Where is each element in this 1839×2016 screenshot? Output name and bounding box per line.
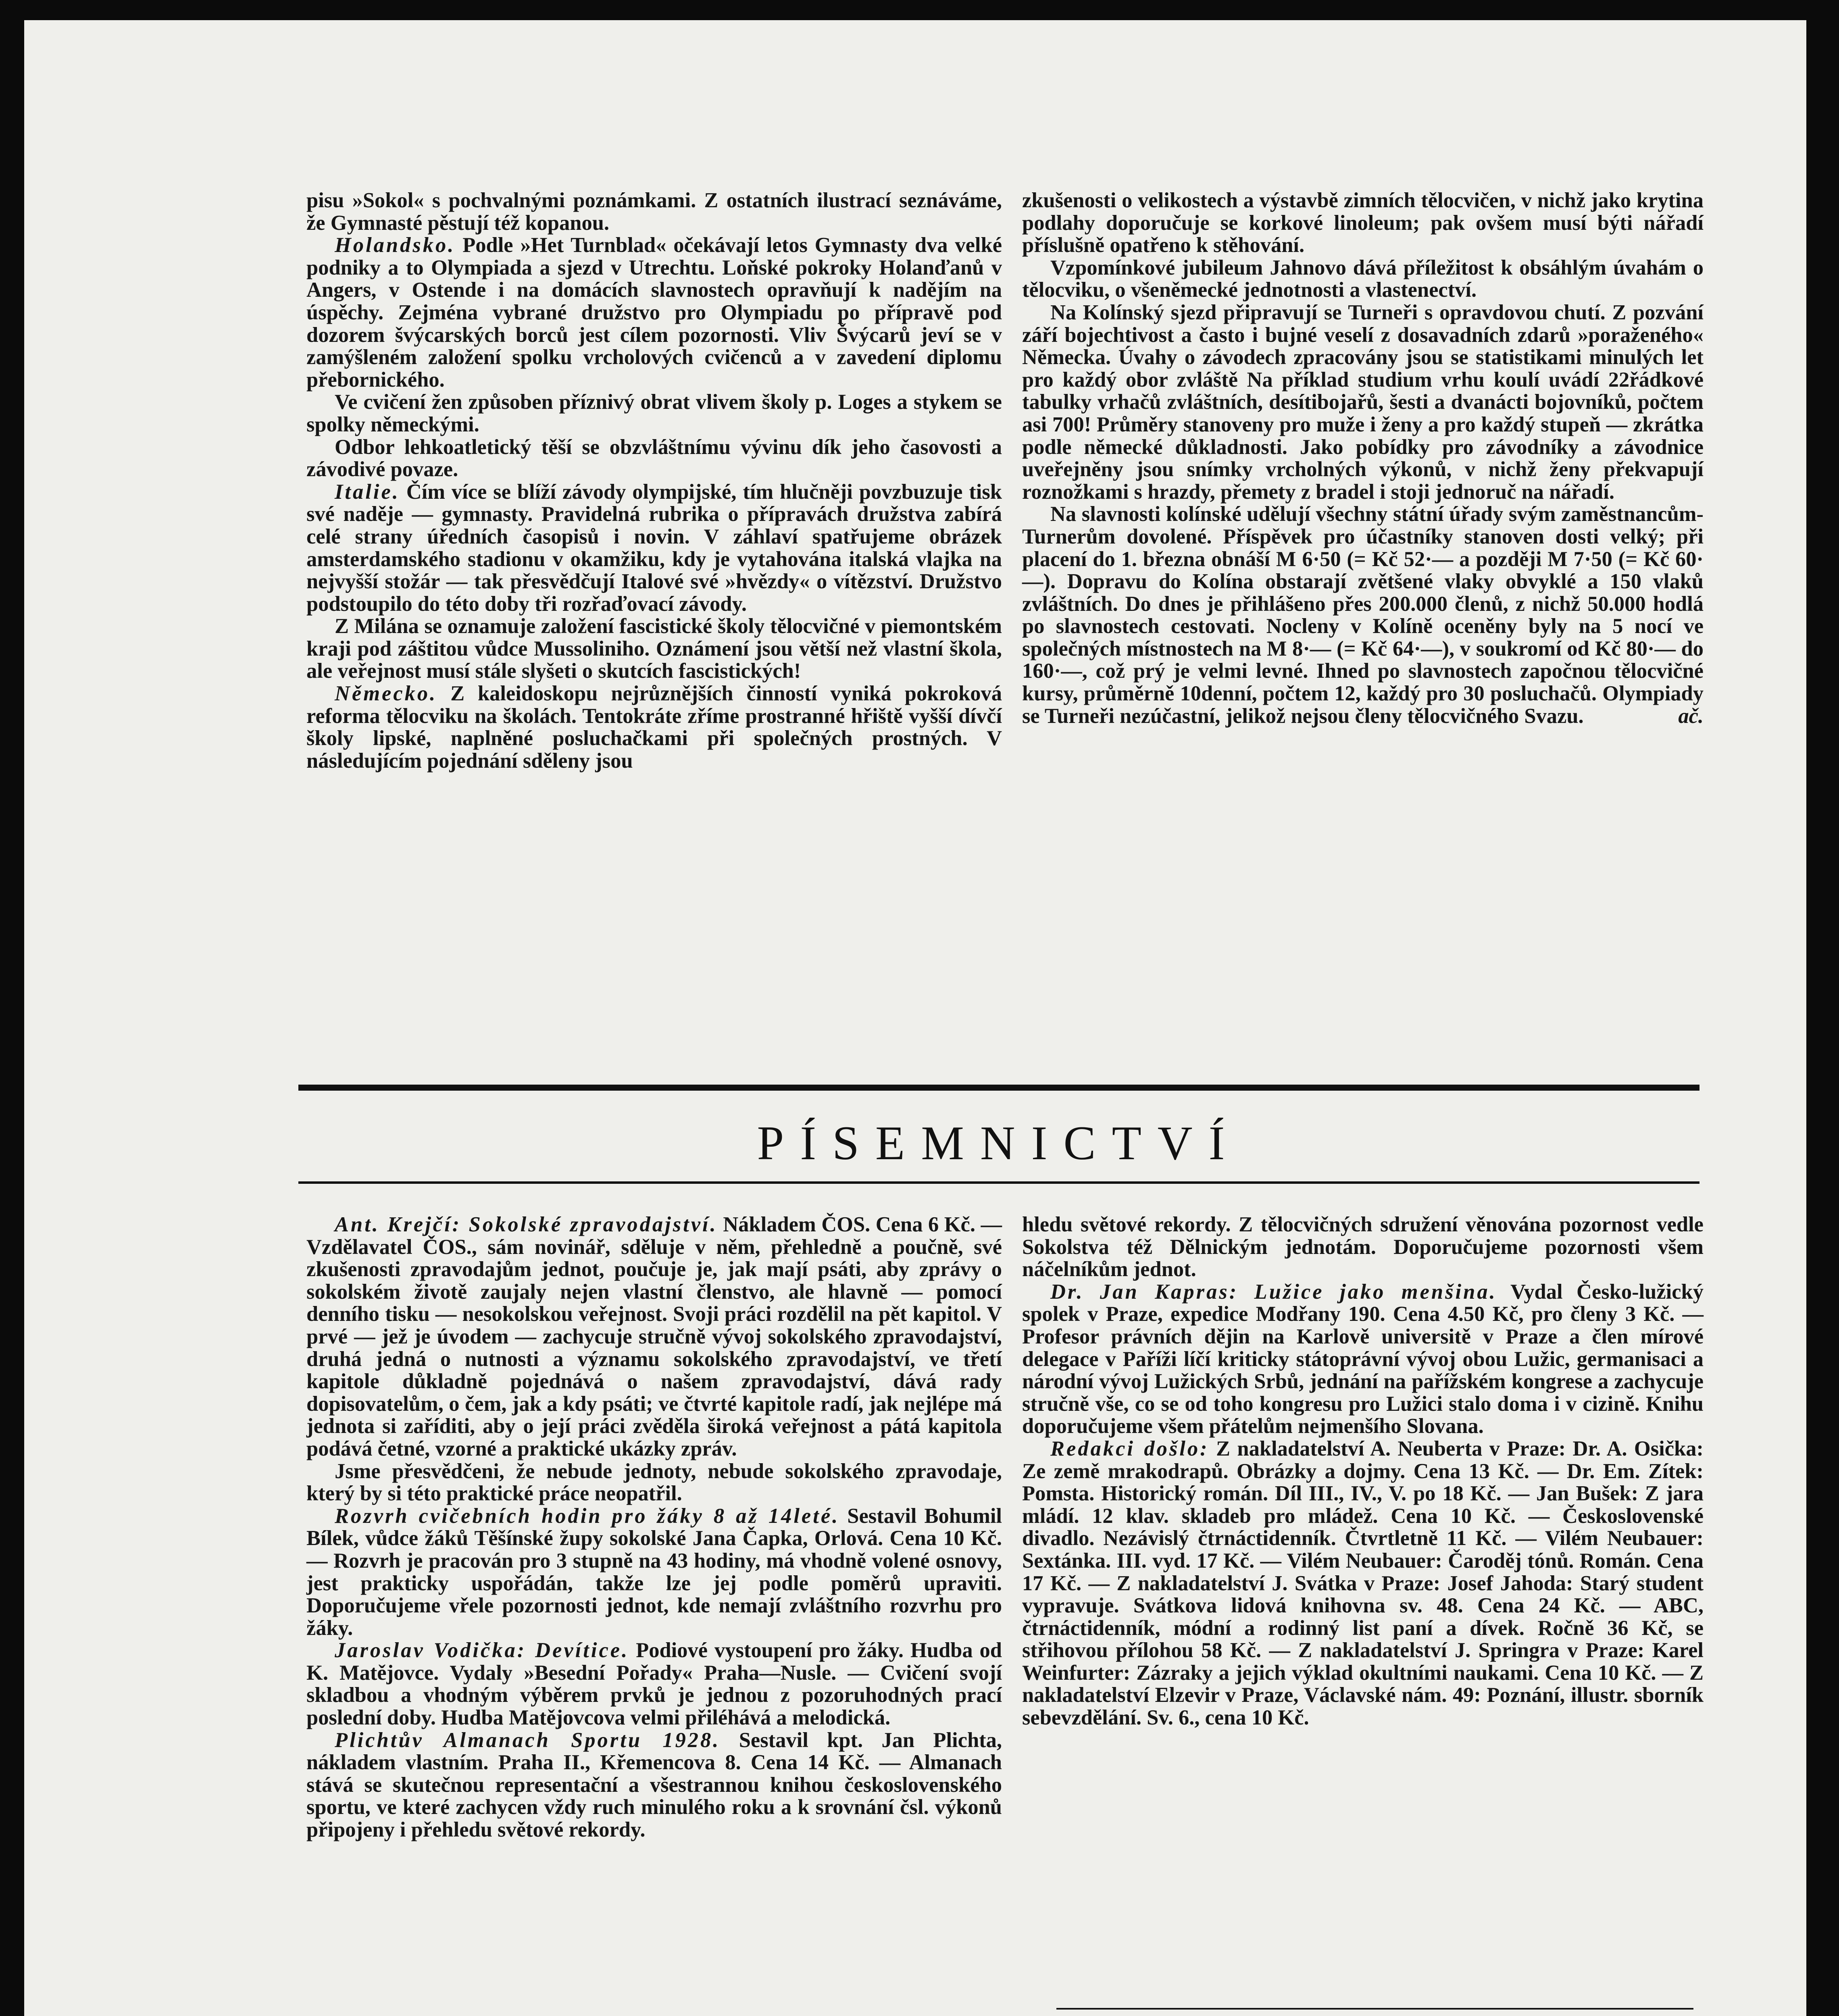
page (24, 20, 1806, 2016)
paragraph: Německo. Z kaleidoskopu nejrůznějších činností vyniká pokroková reforma tělocviku na školách. Tentokráte zříme prostranné hřiště vyšší dívčí školy lipské, naplněné posluchačkami při společných prostných. V následujícím pojednání sděleny jsou (306, 682, 1002, 773)
section-rule-bottom (298, 1181, 1699, 1184)
notice-rule (1056, 2008, 1693, 2010)
upper-right-column (1022, 190, 1704, 727)
paragraph: Na slavnosti kolínské udělují všechny státní úřady svým zaměstnancům-Turnerům dovolené. Příspěvek pro účastníky stanoven dosti velký; při placení do 1. března obnáší M 6·50 (= Kč 52·— a později M 7·50 (= Kč 60·—). Dopravu do Kolína obstarají zvětšené vlaky obvyklé a 150 vlaků zvláštních. Do dnes je přihlášeno přes 200.000 členů, z nichž 50.000 hodlá po slavnostech cestovati. Nocleny v Kolíně oceněny byly na 5 nocí ve společných místnostech na M 8·— (= Kč 64·—), v soukromí od Kč 80·— do 160·—, což prý je velmi levné. Ihned po slavnostech započnou tělocvičné kursy, průměrně 10denní, počtem 12, každý pro 30 posluchačů. Olympiady se Turneři nezúčastní, jelikož nejsou členy tělocvičného Svazu. ač. (1022, 502, 1704, 728)
review-entry: Dr. Jan Kapras: Lužice jako menšina. Vydal Česko-lužický spolek v Praze, expedice Modřany 190. Cena 4.50 Kč, pro členy 3 Kč. — Profesor právních dějin na Karlově universitě v Praze a člen mírové delegace v Paříži líčí kriticky státoprávní vývoj obou Lužic, germanisaci a národní vývoj Lužických Srbů, jednání na pařížském kongrese a zachycuje stručně vše, co se od toho kongresu pro Lužici stalo doma i v cizině. Knihu doporučujeme všem přátelům nejmenšího Slovana. (1022, 1280, 1704, 1438)
paragraph: Holandsko. Podle »Het Turnblad« očekávají letos Gymnasty dva velké podniky a to Olympiada a sjezd v Utrechtu. Loňské pokroky Holanďanů v Angers, v Ostende i na domácích slavnostech opravňují k nadějím na úspěchy. Zejména vybrané družstvo pro Olympiadu po přípravě pod dozorem švýcarských borců jest cílem pozornosti. Vliv Švýcarů jeví se v zamýšleném založení spolku vrcholových cvičenců a v zavedení diplomu přebornického. (306, 233, 1002, 392)
paragraph: Odbor lehkoatletický těší se obzvláštnímu vývinu dík jeho časovosti a závodivé povaze. (306, 435, 1002, 481)
paragraph: Na Kolínský sjezd připravují se Turneři s opravdovou chutí. Z pozvání září bojechtivost a často i bujné veselí z dosavadních zdarů »poraženého« Německa. Úvahy o závodech zpracovány jsou se statistikami minulých let pro každý obor zvláště Na příklad studium vrhu koulí uvádí 22řádkové tabulky vrhačů zvláštních, desítibojařů, šesti a dvanácti bojovníků, počtem asi 700! Průměry stanoveny pro muže i ženy a pro každý stupeň — zkrátka podle německé důkladnosti. Jako pobídky pro závodníky a závodnice uveřejněny jsou snímky vrcholných výkonů, v nichž ženy překvapují roznožkami s hrazdy, přemety z bradel i stoji jednoruč na nářadí. (1022, 300, 1704, 504)
section-rule-top (298, 1085, 1699, 1091)
review-entry: Redakci došlo: Z nakladatelství A. Neuberta v Praze: Dr. A. Osička: Ze země mrakodrapů. Obrázky a dojmy. Cena 13 Kč. — Dr. Em. Zítek: Pomsta. Historický román. Díl III., IV., V. po 18 Kč. — Jan Bušek: Z jara mládí. 12 klav. skladeb pro mládež. Cena 10 Kč. — Československé divadlo. Nezávislý čtrnáctidenník. Čtvrtletně 11 Kč. — Vilém Neubauer: Sextánka. III. vyd. 17 Kč. — Vilém Neubauer: Čaroděj tónů. Román. Cena 17 Kč. — Z nakladatelství J. Svátka v Praze: Josef Jahoda: Starý student vypravuje. Svátkova lidová knihovna sv. 48. Cena 24 Kč. — ABC, čtrnáctidenník, módní a rodinný list paní a dívek. Ročně 36 Kč, se střihovou přílohou 58 Kč. — Z nakladatelství J. Springra v Praze: Karel Weinfurter: Zázraky a jejich výklad okultními naukami. Cena 10 Kč. — Z nakladatelství Elzevir v Praze, Václavské nám. 49: Poznání, illustr. sborník sebevzdělání. Sv. 6., cena 10 Kč. (1022, 1437, 1704, 1730)
lower-left-column (306, 1214, 1002, 1841)
paragraph: zkušenosti o velikostech a výstavbě zimních tělocvičen, v nichž jako krytina podlahy doporučuje se korkové linoleum; pak ovšem musí býti nářadí příslušně opatřeno k stěhování. (1022, 189, 1704, 257)
review-entry: Jsme přesvědčeni, že nebude jednoty, nebude sokolského zpravodaje, který by si této praktické práce neopatřil. (306, 1459, 1002, 1506)
paragraph: Z Milána se oznamuje založení fascistické školy tělocvičné v piemontském kraji pod záštitou vůdce Mussoliniho. Oznámení jsou větší než vlastní škola, ale veřejnost musí stále slyšeti o skutcích fascistických! (306, 614, 1002, 683)
review-entry: Ant. Krejčí: Sokolské zpravodajství. Nákladem ČOS. Cena 6 Kč. — Vzdělavatel ČOS., sám novinář, sděluje v něm, přehledně a poučně, své zkušenosti zpravodajům jednot, poučuje je, jak mají psáti, aby zprávy o sokolském životě zaujaly nejen vlastní členstvo, ale hlavně — pomocí denního tisku — nesokolskou veřejnost. Svoji práci rozdělil na pět kapitol. V prvé — jež je úvodem — zachycuje stručně vývoj sokolského zpravodajství, druhá jedná o nutnosti a významu sokolského zpravodajství, ve třetí kapitole důkladně pojednává o našem zpravodajství, dává rady dopisovatelům, o čem, jak a kdy psáti; ve čtvrté kapitole radí, jak nejlépe má jednota si zaříditi, aby o její práci zvěděla široká veřejnost a pátá kapitola podává četné, vzorné a praktické ukázky zpráv. (306, 1213, 1002, 1460)
paragraph: Vzpomínkové jubileum Jahnovo dává příležitost k obsáhlým úvahám o tělocviku, o všeněmecké jednotnosti a vlastenectví. (1022, 256, 1704, 302)
paragraph: Italie. Čím více se blíží závody olympijské, tím hlučněji povzbuzuje tisk své naděje — gymnasty. Pravidelná rubrika o přípravách družstva zabírá celé strany úředních časopisů i novin. V záhlaví spatřujeme obrázek amsterdamského stadionu v okamžiku, kdy je vytahována italská vlajka na nejvyšší stožár — tak přesvědčují Italové své »hvězdy« o vítězství. Družstvo podstoupilo do této doby tři rozřaďovací závody. (306, 480, 1002, 616)
review-entry: hledu světové rekordy. Z tělocvičných sdružení věnována pozornost vedle Sokolstva též Dělnickým jednotám. Doporučujeme pozornosti všem náčelníkům jednot. (1022, 1213, 1704, 1281)
lower-right-column (1022, 1214, 1704, 1729)
review-entry: Rozvrh cvičebních hodin pro žáky 8 až 14leté. Sestavil Bohumil Bílek, vůdce žáků Těšínské župy sokolské Jana Čapka, Orlová. Cena 10 Kč. — Rozvrh je pracován pro 3 stupně na 43 hodiny, má vhodně volené osnovy, jest prakticky uspořádán, takže lze jej podle poměrů upraviti. Doporučujeme vřele pozornosti jednot, kde nemají zvláštního rozvrhu pro žáky. (306, 1504, 1002, 1640)
review-entry: Jaroslav Vodička: Devítice. Podiové vystoupení pro žáky. Hudba od K. Matějovce. Vydaly »Besední Pořady« Praha—Nusle. — Cvičení svojí skladbou a vhodným výběrem prvků je jednou z pozoruhodných prací poslední doby. Hudba Matějovcova velmi přiléhává a melodická. (306, 1639, 1002, 1730)
upper-left-column (306, 190, 1002, 772)
review-entry: Plichtův Almanach Sportu 1928. Sestavil kpt. Jan Plichta, nákladem vlastním. Praha II., Křemencova 8. Cena 14 Kč. — Almanach stává se skutečnou representační a všestrannou knihou československého sportu, ve které zachycen vždy ruch minulého roku a k srovnání čsl. výkonů připojeny i přehledu světové rekordy. (306, 1728, 1002, 1842)
paragraph: Ve cvičení žen způsoben příznivý obrat vlivem školy p. Loges a stykem se spolky německými. (306, 390, 1002, 436)
section-title: PÍSEMNICTVÍ (757, 1116, 1241, 1170)
author-signature: ač. (1678, 704, 1704, 728)
paragraph: pisu »Sokol« s pochvalnými poznámkami. Z ostatních ilustrací seznáváme, že Gymnasté pěstují též kopanou. (306, 189, 1002, 235)
